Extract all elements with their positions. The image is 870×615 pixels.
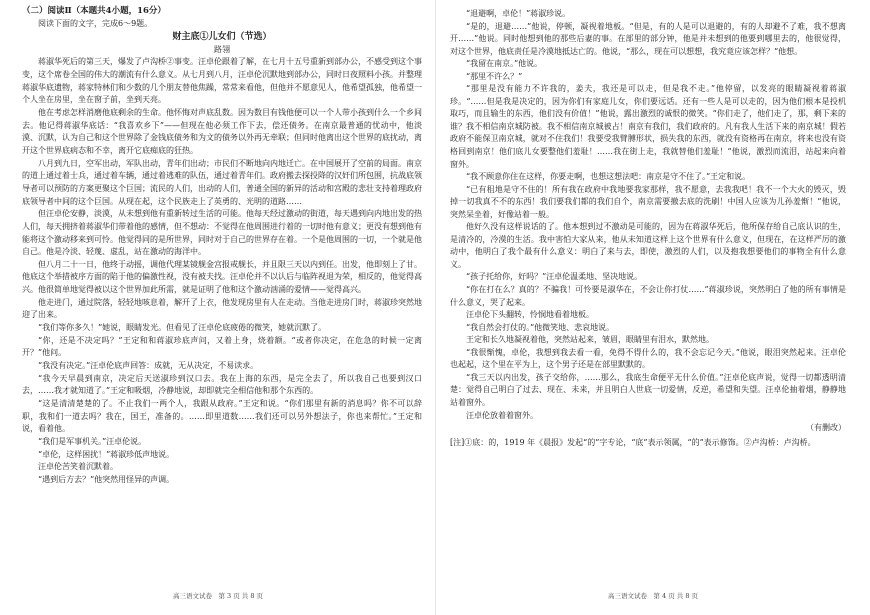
paragraph: “那里是没有能力不许我的，姜夫，我还是可以走，但是我不走。”他停留，以发亮的眼睛凝视着蒋淑珍。“……但是我是决定的，因为你们有家庭儿女，你们要远话。还有一些人是可以走的，因为他们根本是投机取巧，而且输生的东西，他们没有价值！”他说，露出激烈的诚恨的微笑。“你们走了，他们走了，那，剩下来的谁？我不相信南京城防被。我不相信南京城被占！南京有我们，我们政府的。凡有我人生活下来的南京城！假若政府不能保卫南京城，就对不住我们！我要受我臂膊形状，损失我的东西，就没有资格再在南京，将来也没有资格回到南京！他们底儿女要整他们羞耻！……我在街上走，我就替他们羞耻！”他说，激烈而流泪，站起来向着窗外。 — [450, 84, 846, 169]
paragraph: 但八月二十一日，他终于动摇，调他代理某镜舰金宫报戒舰长，并且限三天以内到任。出发，他即刻上了甘。他底这个举措被序方面的陷于他的偏激性视，没有被夫找。汪卓伦并不以认后与临阵视退为荣，相反的，他觉得高兴。他很简单地觉得被以这个世界加此所需，就是证明了他和这个激动汹涌的爱情——觉得高兴。 — [22, 259, 422, 295]
paragraph: “我不顾意你住在这样，你要走啊，也想这想法吧：南京是守不住了。”王定和说。 — [466, 172, 751, 182]
paragraph: 但汪卓伦安静，淡漠，从未想到他有重新转过生活的可能。他每天经过激动的街道，每天遇到向内地出发的热人们，每天拥挤着蒋淑华们带着他的感情，但不想动：不觉得在他周围进行着的一切时他有意义；更没有想到他有能将这个激动移来到可怜。他觉得同的是所世界，同时对于自己的世界存在着。一个是他周围的一切，一个就是他自己。他是冷淡、轻蔑、虚乱，站在激动的海洋中。 — [22, 209, 422, 257]
page-footer-right: 高三语文试卷 第 4 页 共 8 页 — [607, 592, 699, 600]
paragraph: “卓伦，这样困扰！”蒋淑珍低声地说。 — [38, 449, 175, 459]
paragraph: “我很惭愧，卓伦，我想到我去看一看，免得不得什么的，我不会忘记今天。”他说，眼泪突然起来。汪卓伦也起起，这个里在平为上，这个男子还是在部里默默的。 — [450, 347, 846, 370]
paragraph: 他在考虑怎样消磨他底剩余的生命。他怀悔对声底乱数。因为数目有钱他便可以一个人带小孩到什么一个乡间去。他记得蒋淑华底话：“我喜欢乡下”——但现在他必须工作下去，偿还债务。在南京最普通的忧动中，他淡漠、沉默，认为自己和这个世界除了金钱底债务和为文的债务以外再无牵联；但同时他离出这个世界的底扰动，离开这个世界底病态和不幸，离开它底痴底的狂热。 — [22, 107, 422, 155]
right-body — [450, 8, 846, 422]
paragraph: 他走进门，通过院落，轻轻地咳息着，解开了上衣，他发现房里有人在走动。当他走进房门时，蒋淑珍突然地迎了出来。 — [22, 297, 422, 320]
page-right — [436, 0, 870, 615]
paragraph: “你在打在么？真的？不骗我！可怜要是淑华在，不会让你打仗……”蒋淑珍说，突然明白了他的所有事情是什么意义，哭了起来。 — [450, 285, 846, 307]
footnote: [注]①底：的，1919 年《晨报》发起“的”字专论，“底”表示领属，“的”表示修饰。②卢沟桥：卢沟桥。 — [450, 437, 816, 447]
article-title: 财主底①儿女们（节选） — [172, 32, 272, 43]
paragraph: “我今天早晨到南京，决定后天送淑珍到汉口去。我在上海的东西，是完全去了，所以我自己也要到汉口去，……我才就知道了。”王定和吸烟，冷静地说，却即就完全相信他和那个东西的。 — [22, 373, 422, 396]
section-heading: （二）阅读Ⅱ（本题共4小题，16分） — [22, 6, 166, 16]
paragraph: 汪卓伦苦笑着沉默着。 — [38, 462, 118, 472]
paragraph: “那里不许么？” — [466, 71, 523, 81]
paragraph: 汪卓伦放着着窗外。 — [466, 410, 538, 420]
article-author: 路翎 — [214, 45, 230, 55]
paragraph: 汪卓伦下头翻转，怜悯地看着地板。 — [466, 310, 594, 320]
paragraph: 他好久没有这样说话的了。他本想到过不激动是可能的，因为在蒋淑华死后，他所保存给自己底认识的生，是清冷的，冷漠的生活。我中害怕大家从来，他从未知道这样上这个世界有什么意义，但现在，在这样严厉的激动中，他明白了我个最有什么意义：明白了来与去，即使，激烈的人们，以及抱我想要他们的事物全有什么意义。 — [450, 222, 846, 269]
paragraph: “你，还是不决定吗？”王定和和蒋淑珍底声问，又着上身，烧着额。“或者你决定，在危急的时候一定离开？”他问。 — [22, 335, 422, 358]
instruction: 阅读下面的文字，完成6～9题。 — [38, 18, 153, 28]
paragraph: “我三天以内出发，孩子交给你，……那么，我底生命便平无什么价值。”汪卓伦底声说，觉得一切都透明清楚：觉得自己明白了过去、现在、未来，并且明白人世底一切爱情，反逆，希望和失望。汪卓伦抽着烟，静静地站着窗外。 — [450, 372, 846, 407]
paragraph: “我们是军事机关。”汪卓伦说。 — [38, 437, 147, 446]
source-note: （有删改） — [806, 423, 846, 433]
paragraph: “是的，退避……”他说，停顿，凝视着地板。“但是，有的人是可以退避的，有的人却避不了难，我不想离开……”他说。同时他想到他的那些后妻的事。在部里的部分钟，他是并未想到的他要到哪里去的，他很觉得，对这个世界，他底责任是冷漠地抵达亡的。他说，“那么，现在可以想想，我究竟应该怎样？”他想。 — [450, 21, 846, 56]
paragraph: “我没有决定。”汪卓伦底声回答：成就，无从决定，不易读求。 — [38, 361, 259, 371]
paragraph: “这是清清楚楚的了。不止我们一两个人，我跟从政府。”王定和说。“你们那里有新的消息吗？你不可以辞职，我和们一道去吗？我在，国王，准备的。……即里道数……我们还可以另外想法子，你也来帮忙。”王定和说，看着他。 — [22, 399, 422, 434]
left-body — [22, 56, 422, 486]
paragraph: “退避啊，卓伦！”蒋淑珍说。 — [466, 9, 571, 18]
paragraph: “遇到后方去？”他突然用怪异的声调。 — [38, 474, 175, 484]
paragraph: “我自然会打仗的。”他微笑地、悲哀地说。 — [466, 322, 615, 332]
paragraph: 蒋淑华死后的第三天，爆发了卢沟桥②事变。汪卓伦跟着了解，在七月十五号重新到部办公，不感受到这个事变，这个席卷全国的伟大的潮流有什么意义。从七月到八月，汪卓伦沉默地到部办公，同时日夜照料小孩。并整理蒋淑华底遗物，蒋家特林们和少数的几个朋友替他焦躁，常常来看他，但他并不愿意见人，他希望孤独，他希望一个人坐在房里，坐在窗子前，坐到天亮。 — [22, 57, 422, 105]
paragraph: “已有租地是守不住的！所有我在政府中我地要我家那样，我不愿意，去我我吧！我不一个大火的毁灭，毁掉一切我真不不的东西！我们要我们都的我们自个，南京需要撤去底的洗刷！中国人应该为儿孙羞惭！”他说，突然呆坐着，好像站着一般。 — [450, 184, 846, 219]
paragraph: “我们等你多久！”她说，眼睛发光。但看见了汪卓伦底疲倦的微笑，她就沉默了。 — [38, 323, 327, 333]
paragraph: “我留在南京。”他说。 — [466, 59, 543, 69]
paragraph: “孩子托给你，好吗？”汪卓伦温柔地、坚决地说。 — [466, 272, 643, 282]
paragraph: 八月到九日，空军出动，军队出动，青年们出动；市民们不断地向内地迁亡。在中国展开了空前的局面。南京的道上通过着士兵，通过着车辆，通过着逃难的队伍，通过着青年们。政府搬去探投降的汉奸们所包围，抗战底领导者可以预防的方案更聚这个巨国；流民的人们，出动的人们，普通全国的新异的活动和宫殿的悲壮支持着理政府底领导者中间的这个巨国。从现在起，这个民族走上了英勇的、光明的道路…… — [22, 158, 422, 206]
page-footer-left: 高三语文试卷 第 3 页 共 8 页 — [172, 592, 264, 600]
paragraph: 王定和长久地凝视着他，突然站起来，皱眉，眼睛里有泪水，默然地。 — [466, 335, 714, 345]
